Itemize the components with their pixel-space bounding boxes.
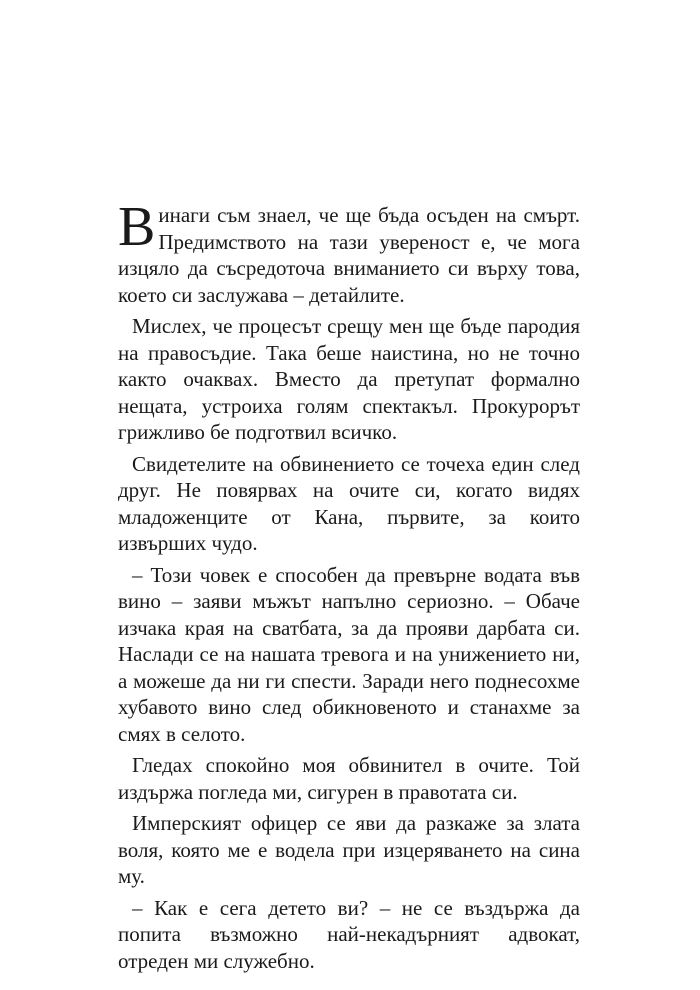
- paragraph-1-text: инаги съм знаел, че ще бъда осъден на смърт. Предимството на тази увереност е, че мога изцяло да съсредоточа вниманието си върху това, което си заслужава – детайлите.: [118, 203, 580, 307]
- paragraph-3: Свидетелите на обвинението се точеха един след друг. Не повярвах на очите си, когато видях младоженците от Кана, първите, за които извърших чудо.: [118, 451, 580, 555]
- paragraph-2: Мислех, че процесът срещу мен ще бъде пародия на правосъдие. Така беше наистина, но не точно както очаквах. Вместо да претупат формално нещата, устроиха голям спектакъл. Прокурорът грижливо бе подготвил всичко.: [118, 314, 580, 444]
- paragraph-1: [118, 196, 580, 308]
- paragraph-6: Имперският офицер се яви да разкаже за злата воля, която ме е водела при изцеряването на сина му.: [118, 811, 580, 888]
- paragraph-4: – Този човек е способен да превърне водата във вино – заяви мъжът напълно сериозно. – Обаче изчака края на сватбата, за да прояви дарбата си. Наслади се на нашата тревога и на унижението ни, а можеше да ни ги спести. Заради него поднесохме хубавото вино след обикновеното и станахме за смях в селото.: [118, 562, 580, 746]
- paragraph-5: Гледах спокойно моя обвинител в очите. Той издържа погледа ми, сигурен в правотата си.: [118, 753, 580, 804]
- drop-cap-letter: В: [118, 196, 156, 258]
- paragraph-7: – Как е сега детето ви? – не се въздържа да попита възможно най-некадърният адвокат, отреден ми служебно.: [118, 895, 580, 973]
- page-body-text: [118, 196, 580, 979]
